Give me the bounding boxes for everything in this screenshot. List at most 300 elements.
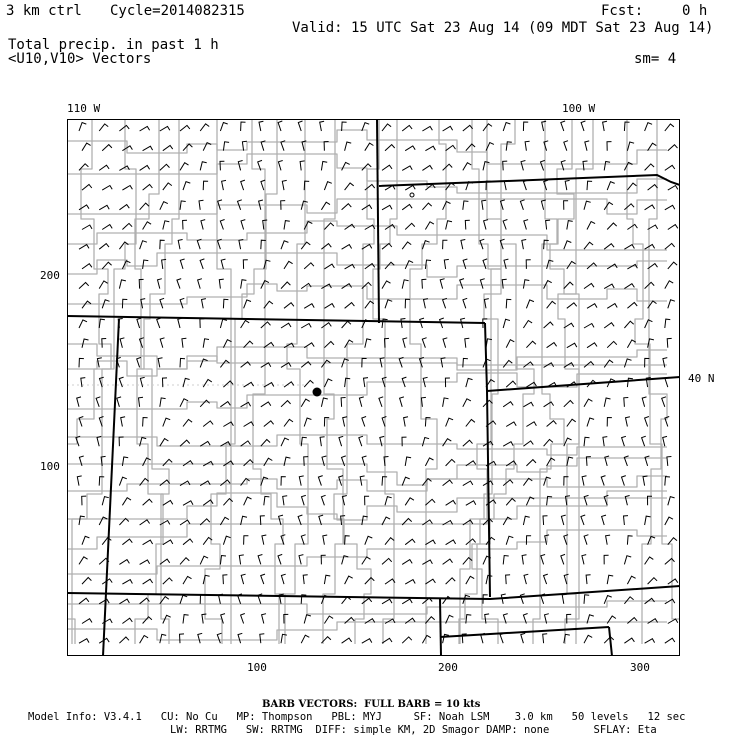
wind-barb — [382, 205, 392, 210]
state-border — [440, 599, 441, 656]
wind-barb — [506, 536, 513, 545]
wind-barb — [220, 161, 224, 170]
wind-barb — [668, 579, 678, 584]
wind-barb — [425, 260, 431, 269]
wind-barb — [547, 301, 556, 308]
wind-barb — [143, 579, 153, 584]
county-line — [533, 119, 574, 644]
wind-barb — [460, 279, 464, 289]
wind-barb — [503, 319, 510, 328]
valid-time: Valid: 15 UTC Sat 23 Aug 14 (09 MDT Sat 23 Aug 14) — [292, 20, 714, 36]
wind-barb — [584, 635, 592, 643]
wind-barb — [143, 222, 152, 230]
wind-barb — [281, 574, 285, 584]
wind-barb — [122, 186, 132, 191]
wind-barb — [665, 319, 671, 328]
wind-barb — [607, 418, 612, 427]
wind-barb — [443, 126, 453, 131]
wind-barb — [180, 125, 190, 131]
wind-barb — [665, 638, 675, 643]
wind-barb — [244, 497, 252, 505]
wind-barb — [278, 121, 282, 131]
wind-barb — [421, 397, 426, 406]
wind-barb — [261, 574, 265, 584]
wind-barb — [665, 165, 675, 170]
county-line — [67, 373, 667, 409]
wind-barb — [443, 298, 447, 308]
wind-barb — [564, 282, 574, 289]
wind-barb — [120, 338, 124, 348]
wind-barb — [79, 417, 83, 427]
wind-barb — [402, 166, 412, 171]
wind-barb — [584, 324, 594, 329]
wind-barb — [163, 183, 172, 190]
wind-barb — [604, 323, 614, 328]
wind-barb — [648, 619, 658, 624]
wind-barb — [627, 536, 632, 545]
wind-barb — [102, 538, 111, 545]
wind-barb — [564, 477, 569, 486]
wind-barb — [241, 402, 251, 407]
wind-barb — [119, 242, 128, 249]
wind-barb — [198, 279, 202, 289]
wind-barb — [82, 536, 89, 544]
wind-barb — [201, 220, 205, 230]
wind-barb — [402, 599, 412, 604]
wind-barb — [425, 499, 435, 505]
wind-barb — [102, 497, 109, 506]
wind-barb — [180, 358, 185, 367]
wind-barb — [239, 555, 244, 565]
wind-barb — [143, 540, 153, 545]
county-line — [558, 119, 602, 644]
county-line — [67, 119, 111, 644]
wind-barb — [403, 338, 407, 348]
wind-barb — [221, 614, 225, 624]
wind-barb — [626, 417, 630, 427]
wind-barb — [420, 318, 424, 328]
wind-barb — [304, 343, 314, 348]
wind-barb — [99, 124, 108, 131]
wind-barb — [140, 377, 144, 387]
wind-barb — [463, 259, 467, 269]
wind-barb — [365, 185, 375, 191]
wind-barb — [183, 539, 193, 545]
state-border — [485, 323, 490, 597]
wind-barb — [523, 402, 533, 407]
wind-barb — [382, 558, 392, 564]
wind-barb — [77, 397, 81, 407]
wind-barb — [561, 121, 565, 131]
wind-barb — [524, 220, 528, 230]
wind-barb — [301, 399, 310, 407]
state-border — [67, 316, 485, 323]
wind-barb — [463, 201, 469, 210]
lat-label-40n: 40 N — [688, 372, 715, 385]
wind-barb — [301, 242, 310, 249]
wind-barb — [282, 180, 286, 190]
wind-barb — [241, 320, 250, 328]
wind-barb — [526, 460, 536, 466]
wind-barb — [425, 458, 433, 466]
wind-barb — [79, 123, 86, 132]
wind-barb — [160, 202, 168, 210]
wind-barb — [604, 202, 613, 210]
wind-barb — [463, 125, 473, 131]
wind-barb — [299, 476, 303, 486]
wind-barb — [220, 480, 230, 486]
wind-barb — [102, 339, 106, 348]
wind-barb — [241, 122, 246, 131]
wind-barb — [99, 244, 109, 250]
wind-barb — [183, 576, 192, 584]
wind-barb — [299, 555, 303, 565]
wind-barb — [385, 300, 392, 309]
wind-barb — [119, 477, 126, 485]
wind-barb — [601, 476, 605, 486]
wind-barb — [385, 145, 395, 151]
wind-barb — [183, 419, 192, 426]
wind-barb — [503, 480, 513, 486]
wind-barb — [624, 516, 629, 525]
wind-barb — [178, 318, 182, 328]
wind-barb — [584, 242, 593, 249]
wind-barb — [523, 122, 528, 131]
wind-barb — [140, 126, 150, 131]
county-line — [642, 119, 667, 644]
wind-barb — [258, 555, 262, 565]
wind-barb — [425, 579, 435, 584]
wind-barb — [405, 580, 415, 585]
wind-barb — [324, 304, 334, 309]
wind-barb — [581, 121, 585, 131]
wind-barb — [163, 378, 168, 387]
wind-barb — [160, 298, 164, 308]
wind-barb — [82, 264, 92, 269]
wind-barb — [422, 438, 429, 447]
wind-barb — [262, 614, 266, 624]
wind-barb — [342, 162, 350, 170]
wind-barb — [281, 241, 288, 249]
wind-barb — [564, 201, 569, 210]
wind-barb — [584, 284, 594, 289]
wind-barb — [544, 402, 554, 407]
wind-barb — [122, 618, 132, 623]
wind-barb — [567, 221, 573, 230]
wind-barb — [99, 517, 107, 525]
wind-barb — [544, 180, 548, 190]
wind-barb — [121, 417, 125, 427]
wind-barb — [180, 440, 190, 446]
wind-barb — [541, 160, 545, 170]
wind-barb — [301, 324, 311, 329]
wind-barb — [97, 358, 101, 368]
wind-barb — [461, 240, 465, 250]
wind-barb — [506, 299, 511, 308]
wind-barb — [440, 279, 444, 289]
wind-barb — [140, 438, 147, 447]
wind-barb — [547, 343, 557, 348]
wind-barb — [668, 186, 678, 191]
wind-barb — [264, 458, 273, 466]
wind-barb — [244, 300, 251, 308]
wind-barb — [663, 358, 667, 368]
wind-barb — [520, 594, 524, 604]
wind-barb — [220, 402, 230, 407]
wind-barb — [241, 614, 245, 624]
wind-barb — [667, 338, 672, 347]
wind-barb — [665, 124, 674, 131]
state-border — [440, 627, 609, 637]
wind-barb — [220, 319, 227, 328]
wind-barb — [180, 259, 184, 269]
wind-barb — [402, 560, 412, 565]
wind-barb — [158, 358, 162, 368]
wind-barb — [523, 180, 527, 190]
wind-barb — [624, 638, 634, 643]
wind-barb — [298, 121, 302, 131]
wind-barb — [362, 598, 372, 604]
wind-barb — [523, 280, 529, 289]
wind-barb — [503, 220, 507, 230]
wind-barb — [122, 580, 132, 585]
wind-barb — [119, 637, 129, 643]
wind-barb — [444, 259, 449, 269]
wind-barb — [482, 200, 487, 210]
wind-barb — [402, 637, 412, 643]
wind-barb — [663, 436, 667, 446]
wind-barb — [607, 142, 612, 151]
wind-barb — [443, 164, 453, 170]
wind-barb — [345, 224, 355, 229]
wind-barb — [365, 536, 373, 544]
wind-barb — [385, 619, 395, 624]
wind-barb — [643, 476, 648, 486]
wind-barb — [402, 477, 410, 485]
county-line — [279, 119, 308, 644]
wind-barb — [584, 495, 588, 505]
wind-barb — [567, 457, 573, 466]
wind-barb — [503, 360, 512, 367]
wind-barb — [102, 145, 112, 151]
wind-barb — [79, 516, 85, 525]
wind-barb — [304, 380, 313, 387]
wind-barb — [119, 125, 129, 131]
wind-barb — [587, 343, 597, 348]
wind-barb — [582, 476, 586, 486]
wind-barb — [523, 441, 533, 446]
wind-barb — [567, 343, 577, 348]
wind-barb — [382, 165, 392, 170]
wind-barb — [302, 495, 306, 505]
wind-barb — [503, 161, 508, 170]
wind-barb — [99, 281, 108, 289]
denver-marker — [313, 388, 322, 397]
wind-barb — [564, 438, 572, 446]
wind-barb — [405, 299, 410, 308]
wind-barb — [668, 619, 678, 624]
wind-barb — [365, 496, 370, 505]
wind-barb — [463, 298, 467, 308]
wind-barb — [199, 200, 204, 210]
wind-barb — [281, 634, 287, 643]
wind-barb — [301, 535, 305, 545]
wind-barb — [143, 499, 153, 505]
state-border — [609, 627, 612, 656]
lon-label-100w: 100 W — [562, 102, 596, 115]
wind-barb — [82, 185, 92, 191]
wind-barb — [241, 280, 247, 289]
wind-barb — [359, 397, 363, 407]
wind-barb — [585, 141, 589, 151]
lon-label-110w: 110 W — [67, 102, 101, 115]
wind-barb — [402, 242, 411, 249]
wind-barb — [140, 520, 150, 525]
wind-barb — [183, 501, 193, 506]
wind-barb — [180, 558, 189, 565]
wind-barb — [82, 496, 87, 505]
wind-barb — [140, 166, 150, 171]
wind-barb — [446, 578, 456, 584]
wind-barb — [466, 576, 474, 584]
wind-barb — [365, 339, 371, 348]
wind-barb — [463, 558, 472, 565]
wind-barb — [102, 186, 112, 191]
wind-barb — [163, 578, 173, 584]
wind-barb — [223, 536, 230, 545]
wind-barb — [503, 556, 509, 565]
wind-barb — [324, 616, 333, 624]
wind-barb — [425, 222, 434, 230]
wind-barb — [82, 578, 91, 585]
wind-barb — [584, 595, 589, 604]
wind-barb — [82, 143, 91, 151]
vector-title: <U10,V10> Vectors — [8, 51, 152, 67]
wind-barb — [404, 417, 408, 427]
wind-barb — [544, 574, 548, 584]
wind-barb — [203, 339, 209, 348]
wind-barb — [463, 358, 468, 367]
wind-barb — [662, 397, 666, 407]
wind-barb — [160, 480, 170, 486]
wind-barb — [362, 417, 366, 427]
wind-barb — [365, 619, 375, 624]
wind-barb — [543, 634, 548, 643]
wind-barb — [463, 481, 473, 486]
wind-barb — [339, 436, 343, 446]
wind-barb — [665, 477, 670, 486]
wind-barb — [82, 619, 92, 624]
wind-barb — [244, 460, 254, 466]
wind-barb — [567, 261, 576, 269]
wind-barb — [342, 245, 352, 250]
model-info-line1: Model Info: V3.4.1 CU: No Cu MP: Thompson PBL: MYJ SF: Noah LSM 3.0 km 50 levels 12 sec — [28, 711, 686, 723]
wind-barb — [562, 594, 567, 604]
wind-barb — [260, 634, 265, 643]
wind-barb — [158, 279, 162, 289]
wind-barb — [624, 556, 631, 565]
wind-barb — [587, 418, 594, 427]
wind-barb — [284, 303, 294, 309]
wind-barb — [506, 422, 516, 427]
wind-barb — [645, 639, 655, 644]
wind-barb — [345, 183, 354, 190]
wind-barb — [220, 556, 226, 565]
wind-barb — [566, 496, 570, 506]
wind-barb — [622, 476, 626, 486]
wind-barb — [506, 340, 514, 348]
wind-barb — [241, 574, 245, 584]
wind-barb — [301, 635, 309, 643]
wind-barb — [160, 398, 166, 407]
wind-barb — [586, 575, 591, 584]
wind-barb — [320, 437, 325, 447]
wind-barb — [466, 501, 476, 506]
wind-barb — [526, 260, 531, 269]
wind-barb — [180, 298, 184, 308]
wind-barb — [180, 163, 189, 171]
wind-barb — [443, 338, 447, 348]
wind-barb — [183, 378, 190, 387]
fcst-label: Fcst: — [601, 3, 644, 19]
wind-barb — [584, 437, 590, 446]
wind-barb — [200, 124, 209, 131]
wind-barb — [665, 205, 675, 210]
wind-barb — [405, 539, 415, 545]
wind-barb — [668, 145, 678, 151]
wind-barb — [584, 201, 591, 210]
wind-barb — [627, 142, 634, 151]
wind-barb — [422, 203, 431, 210]
wind-barb — [544, 240, 549, 249]
wind-barb — [624, 321, 633, 328]
wind-barb — [382, 281, 391, 289]
wind-barb — [200, 481, 210, 486]
wind-barb — [422, 338, 426, 348]
wind-barb — [483, 162, 489, 171]
wind-barb — [524, 574, 528, 584]
wind-barb — [379, 397, 383, 407]
wind-barb — [79, 358, 84, 367]
wind-barb — [160, 634, 166, 643]
wind-barb — [239, 240, 243, 250]
county-line — [67, 458, 667, 491]
wind-barb — [180, 201, 186, 210]
wind-barb — [523, 516, 529, 525]
wind-barb — [607, 341, 617, 347]
wind-barb — [484, 299, 488, 309]
wind-barb — [385, 538, 394, 545]
wind-barb — [624, 359, 631, 368]
wind-barb — [261, 440, 270, 447]
wind-barb — [304, 615, 311, 624]
wind-barb — [624, 245, 634, 250]
wind-barb — [222, 180, 226, 190]
wind-barb — [624, 284, 634, 289]
wind-barb — [546, 220, 551, 229]
wind-barb — [523, 321, 532, 329]
wind-barb — [561, 515, 565, 525]
wind-barb — [645, 123, 653, 131]
wind-barb — [521, 161, 525, 171]
wind-barb — [405, 457, 411, 466]
wind-barb — [324, 342, 334, 348]
wind-barb — [262, 535, 266, 545]
wind-barb — [281, 323, 291, 328]
wind-barb — [564, 241, 572, 249]
wind-barb — [648, 578, 658, 584]
wind-barb — [422, 560, 432, 565]
